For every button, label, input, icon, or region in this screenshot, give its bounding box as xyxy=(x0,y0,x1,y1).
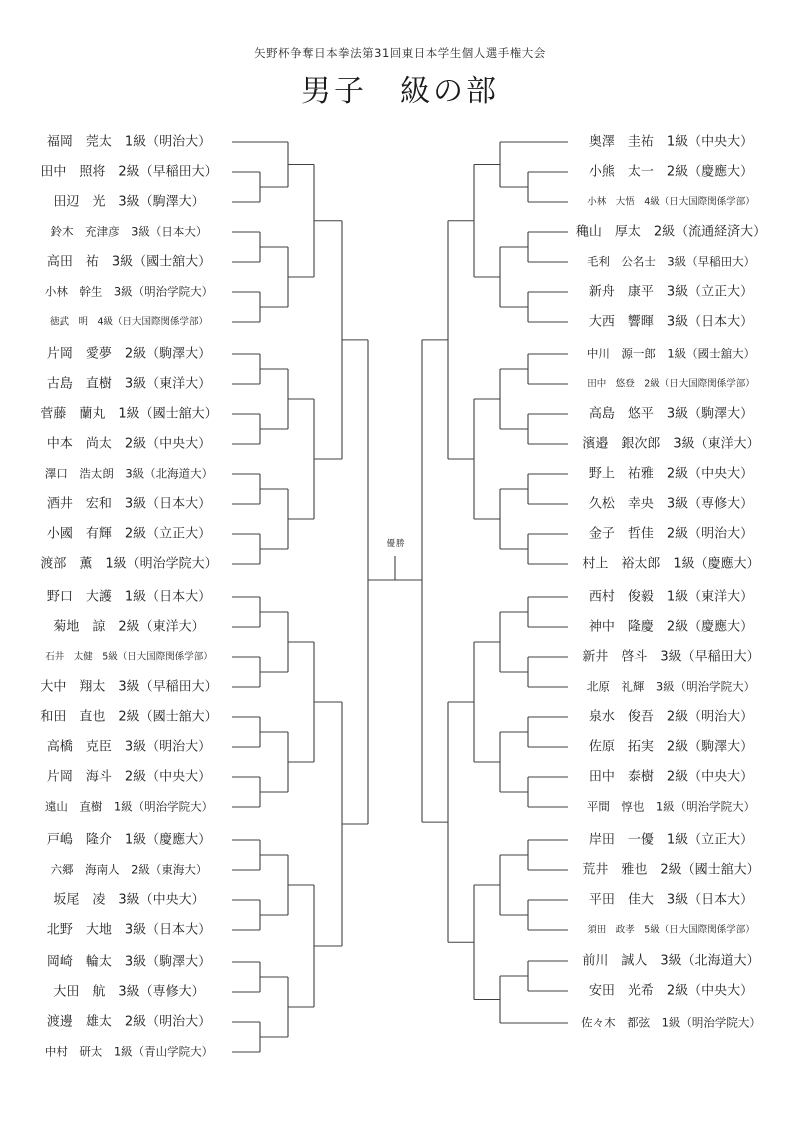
participant-right-3: 小林 大悟 4級（日大国際関係学部） xyxy=(587,196,755,208)
participant-left-6: 小林 幹生 3級（明治学院大） xyxy=(44,284,214,299)
participant-left-15: 渡部 薫 1級（明治学院大） xyxy=(40,556,218,572)
participant-right-7: 大西 響暉 3級（日本大） xyxy=(588,314,754,330)
participant-right-15: 村上 裕太郎 1級（慶應大） xyxy=(582,556,760,572)
participant-left-1: 福岡 莞太 1級（明治大） xyxy=(46,134,212,150)
tournament-title: 矢野杯争奪日本拳法第31回東日本学生個人選手権大会 xyxy=(254,46,546,60)
participant-right-6: 新舟 康平 3級（立正大） xyxy=(588,284,754,300)
participant-right-4: 穐山 厚太 2級（流通経済大） xyxy=(575,224,767,240)
participant-right-2: 小熊 太一 2級（慶應大） xyxy=(588,164,754,180)
participant-right-22: 田中 泰樹 2級（中央大） xyxy=(588,769,754,785)
participant-right-30: 佐々木 都弦 1級（明治学院大） xyxy=(581,1015,761,1030)
participant-right-27: 須田 政孝 5級（日大国際関係学部） xyxy=(587,924,755,936)
participant-left-19: 大中 翔太 3級（早稲田大） xyxy=(40,679,218,695)
participant-right-9: 田中 悠登 2級（日大国際関係学部） xyxy=(587,378,755,390)
participant-left-4: 鈴木 充津彦 3級（日本大） xyxy=(50,224,208,239)
participant-left-28: 岡崎 輪太 3級（駒澤大） xyxy=(46,954,212,970)
participant-right-29: 安田 光希 2級（中央大） xyxy=(588,983,754,999)
participant-left-29: 大田 航 3級（専修大） xyxy=(53,984,205,1000)
participant-right-12: 野上 祐雅 2級（中央大） xyxy=(588,466,754,482)
participant-right-13: 久松 幸央 3級（専修大） xyxy=(588,496,754,512)
participant-right-19: 北原 礼輝 3級（明治学院大） xyxy=(586,679,756,694)
participant-left-7: 徳武 明 4級（日大国際関係学部） xyxy=(49,316,209,328)
participant-right-20: 泉水 俊吾 2級（明治大） xyxy=(588,709,754,725)
participant-left-5: 高田 祐 3級（國士舘大） xyxy=(46,254,212,270)
participant-left-2: 田中 照将 2級（早稲田大） xyxy=(40,164,218,180)
participant-right-11: 濱邉 銀次郎 3級（東洋大） xyxy=(582,436,760,452)
participant-left-11: 中本 尚太 2級（中央大） xyxy=(46,436,212,452)
participant-left-8: 片岡 愛夢 2級（駒澤大） xyxy=(46,346,212,362)
participant-right-24: 岸田 一優 1級（立正大） xyxy=(588,832,754,848)
participant-right-23: 平間 惇也 1級（明治学院大） xyxy=(586,799,756,814)
participant-left-3: 田辺 光 3級（駒澤大） xyxy=(53,194,205,210)
participant-right-5: 毛利 公名士 3級（早稲田大） xyxy=(586,254,756,269)
participant-left-18: 石井 太健 5級（日大国際関係学部） xyxy=(45,651,213,663)
participant-right-8: 中川 源一郎 1級（國士舘大） xyxy=(586,346,756,361)
participant-right-17: 神中 隆慶 2級（慶應大） xyxy=(588,619,754,635)
participant-left-23: 遠山 直樹 1級（明治学院大） xyxy=(44,799,214,814)
participant-left-21: 高橋 克臣 3級（明治大） xyxy=(46,739,212,755)
champion-label: 優勝 xyxy=(386,539,406,549)
participant-left-9: 古島 直樹 3級（東洋大） xyxy=(46,376,212,392)
participant-left-26: 坂尾 凌 3級（中央大） xyxy=(53,892,205,908)
participant-left-14: 小國 有輝 2級（立正大） xyxy=(46,526,212,542)
participant-left-17: 菊地 諒 2級（東洋大） xyxy=(53,619,205,635)
participant-right-10: 高島 悠平 3級（駒澤大） xyxy=(588,406,754,422)
participant-left-20: 和田 直也 2級（國士舘大） xyxy=(40,709,218,725)
participant-right-28: 前川 誠人 3級（北海道大） xyxy=(582,953,760,969)
participant-right-26: 平田 佳大 3級（日本大） xyxy=(588,892,754,908)
participant-left-10: 菅藤 蘭丸 1級（國士舘大） xyxy=(40,406,218,422)
participant-left-27: 北野 大地 3級（日本大） xyxy=(46,922,212,938)
participant-left-13: 酒井 宏和 3級（日本大） xyxy=(46,496,212,512)
participant-right-21: 佐原 拓実 2級（駒澤大） xyxy=(588,739,754,755)
participant-left-22: 片岡 海斗 2級（中央大） xyxy=(46,769,212,785)
participant-right-14: 金子 哲佳 2級（明治大） xyxy=(588,526,754,542)
participant-right-18: 新井 啓斗 3級（早稲田大） xyxy=(582,649,760,665)
participant-right-25: 荒井 雅也 2級（國士舘大） xyxy=(582,862,760,878)
participant-left-16: 野口 大護 1級（日本大） xyxy=(46,589,212,605)
participant-left-25: 六郷 海南人 2級（東海大） xyxy=(50,862,208,877)
participant-right-1: 奥澤 圭祐 1級（中央大） xyxy=(588,134,754,150)
page-title: 男子 級の部 xyxy=(301,74,499,109)
participant-left-30: 渡邊 雄太 2級（明治大） xyxy=(46,1014,212,1030)
participant-left-12: 澤口 浩太朗 3級（北海道大） xyxy=(44,466,214,481)
participant-left-24: 戸嶋 隆介 1級（慶應大） xyxy=(46,832,212,848)
participant-left-31: 中村 研太 1級（青山学院大） xyxy=(44,1044,214,1059)
participant-right-16: 西村 俊毅 1級（東洋大） xyxy=(588,589,754,605)
